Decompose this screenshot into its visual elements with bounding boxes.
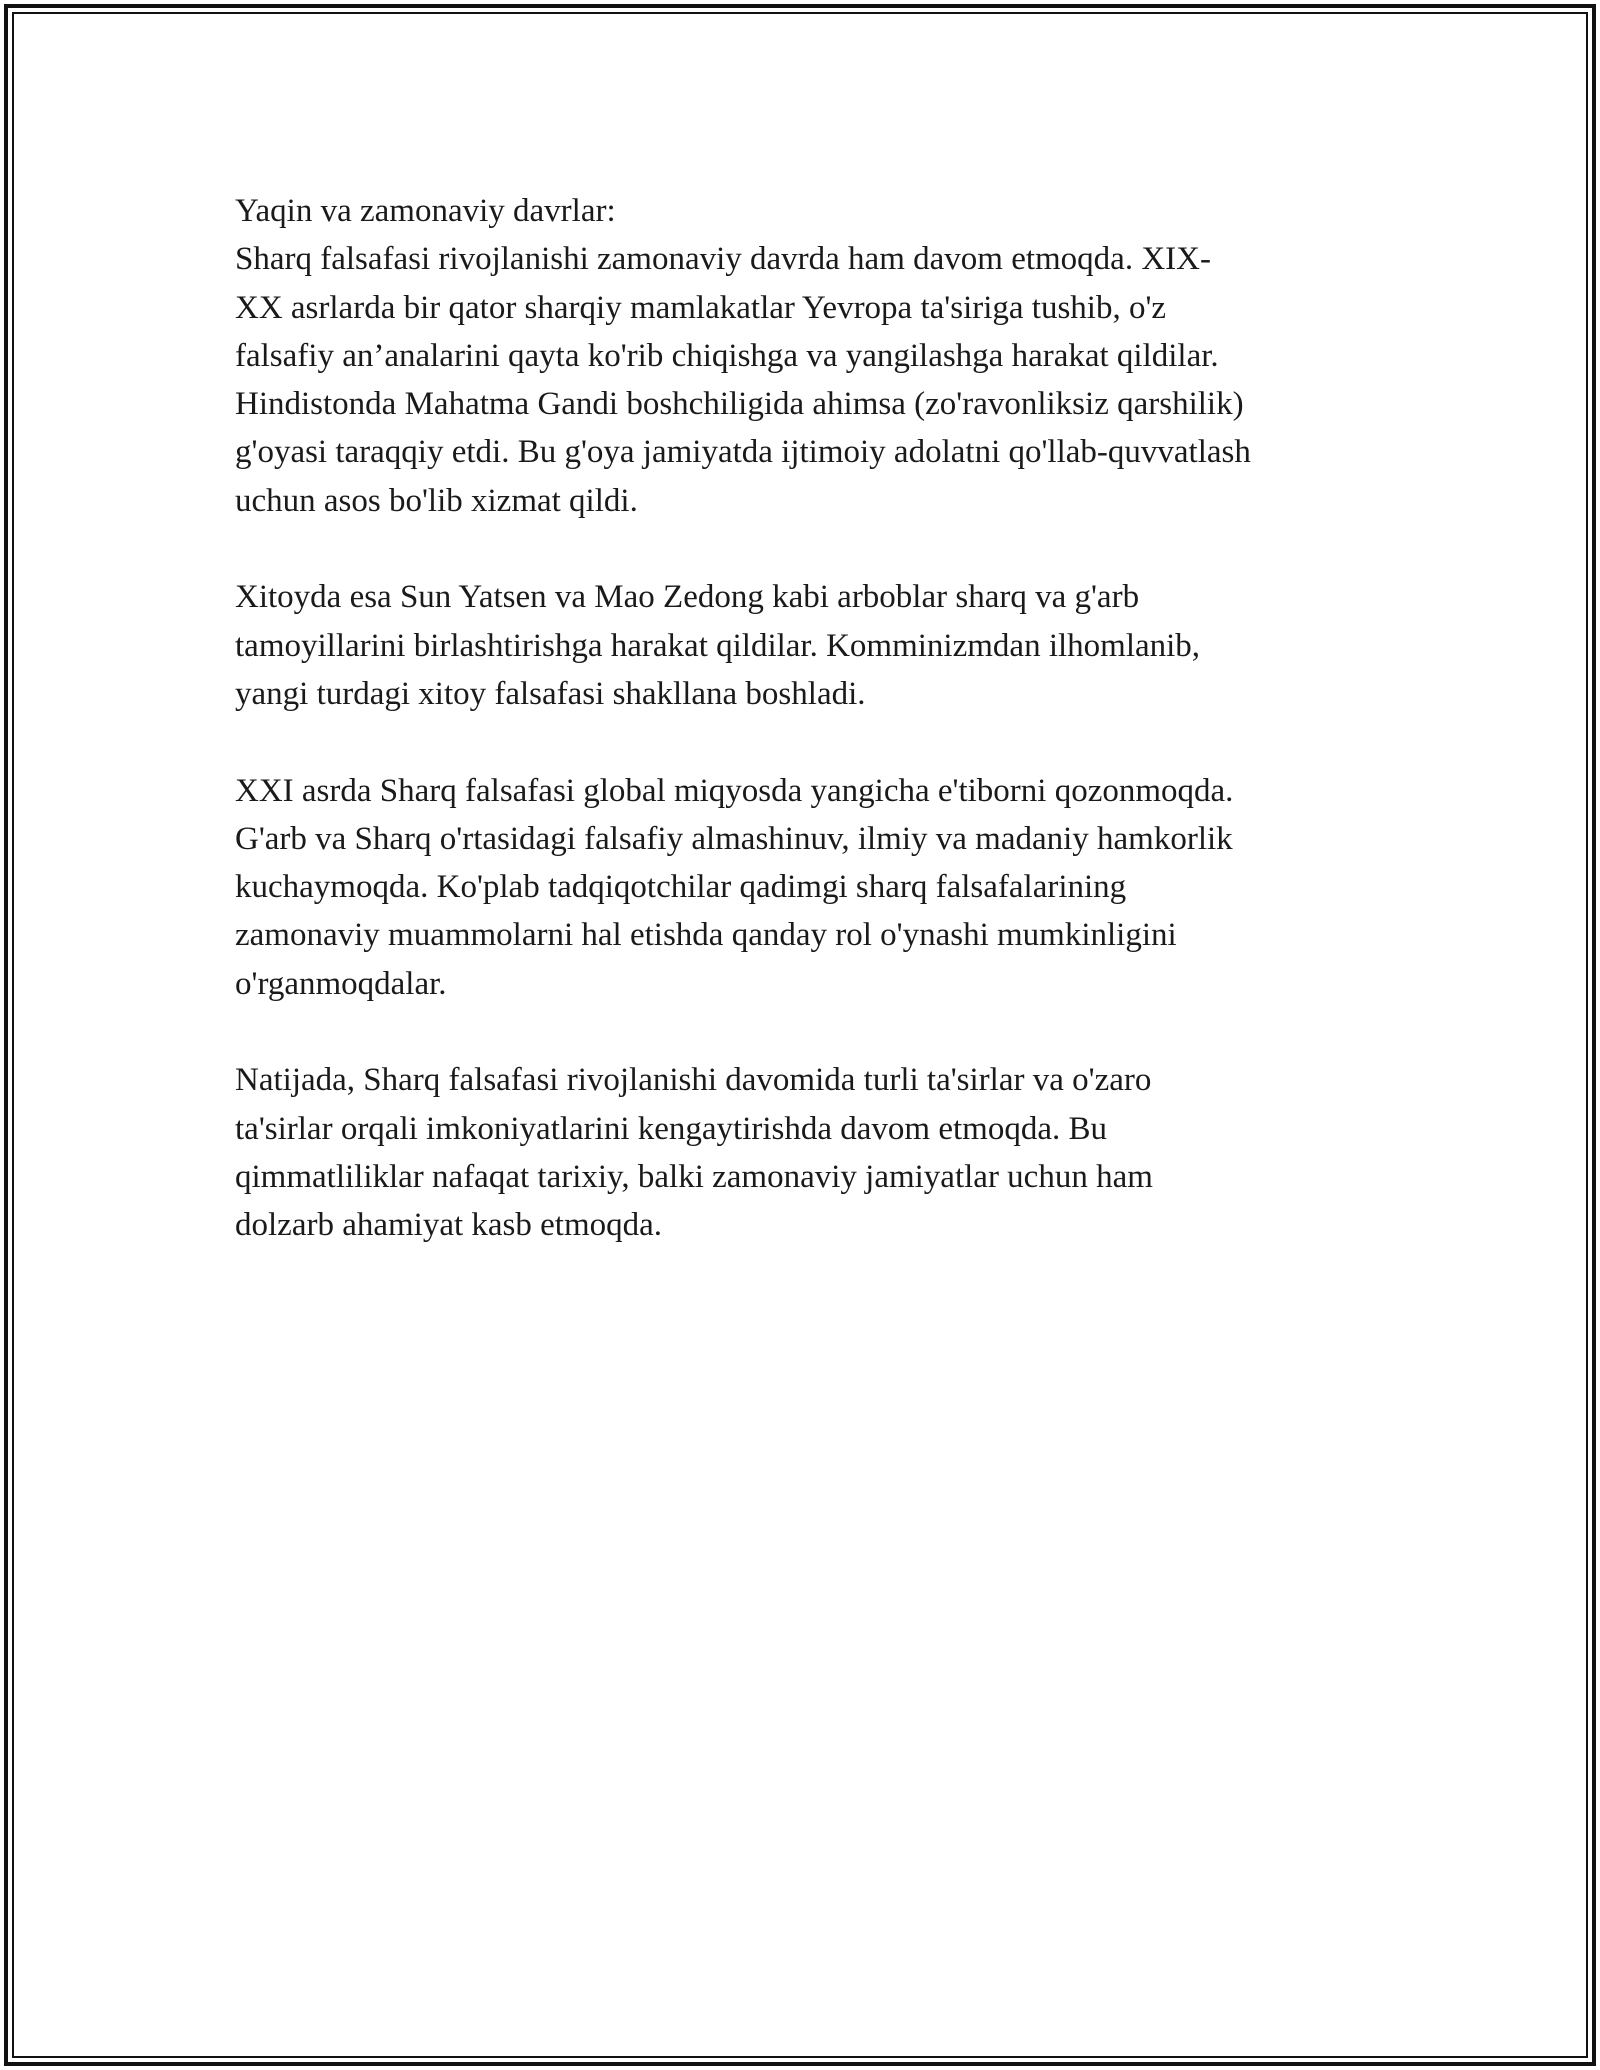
section-heading: Yaqin va zamonaviy davrlar: — [235, 193, 616, 229]
paragraph-line: tamoyillarini birlashtirishga harakat qildilar. Komminizmdan ilhomlanib, — [235, 627, 1201, 664]
paragraph-line: Hindistonda Mahatma Gandi boshchiligida ahimsa (zo'ravonliksiz qarshilik) — [235, 386, 1244, 423]
paragraph-line: kuchaymoqda. Ko'plab tadqiqotchilar qadimgi sharq falsafalarining — [235, 869, 1127, 906]
paragraph-line: G'arb va Sharq o'rtasidagi falsafiy almashinuv, ilmiy va madaniy hamkorlik — [235, 820, 1233, 857]
paragraph-line: Natijada, Sharq falsafasi rivojlanishi davomida turli ta'sirlar va o'zaro — [235, 1062, 1152, 1099]
paragraph-line: XXI asrda Sharq falsafasi global miqyosda yangicha e'tiborni qozonmoqda. — [235, 772, 1234, 809]
paragraph-line: falsafiy an’analarini qayta ko'rib chiqishga va yangilashga harakat qildilar. — [235, 337, 1219, 374]
paragraph-line: Xitoyda esa Sun Yatsen va Mao Zedong kabi arboblar sharq va g'arb — [235, 579, 1140, 616]
paragraph — [235, 235, 1395, 525]
paragraph — [235, 767, 1395, 1008]
paragraph-line: dolzarb ahamiyat kasb etmoqda. — [235, 1207, 663, 1244]
paragraph-line: XX asrlarda bir qator sharqiy mamlakatlar Yevropa ta'siriga tushib, o'z — [235, 289, 1167, 326]
paragraph — [235, 573, 1395, 718]
paragraph — [235, 1056, 1395, 1249]
document-body — [235, 187, 1395, 1250]
paragraph-line: uchun asos bo'lib xizmat qildi. — [235, 482, 638, 519]
paragraph-line: ta'sirlar orqali imkoniyatlarini kengaytirishda davom etmoqda. Bu — [235, 1110, 1107, 1147]
paragraph-line: zamonaviy muammolarni hal etishda qanday rol o'ynashi mumkinligini — [235, 917, 1177, 954]
paragraph-line: yangi turdagi xitoy falsafasi shakllana boshladi. — [235, 675, 866, 712]
paragraph-line: g'oyasi taraqqiy etdi. Bu g'oya jamiyatda ijtimoiy adolatni qo'llab-quvvatlash — [235, 434, 1251, 471]
paragraph-line: Sharq falsafasi rivojlanishi zamonaviy davrda ham davom etmoqda. XIX- — [235, 241, 1211, 278]
paragraph-line: qimmatliliklar nafaqat tarixiy, balki zamonaviy jamiyatlar uchun ham — [235, 1158, 1153, 1195]
paragraph-line: o'rganmoqdalar. — [235, 965, 447, 1002]
